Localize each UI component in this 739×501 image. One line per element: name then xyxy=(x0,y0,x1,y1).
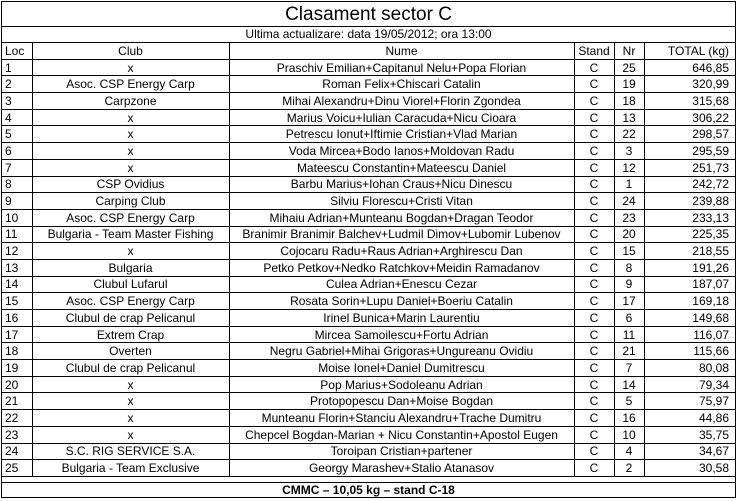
cell-club[interactable]: Clubul Lufarul xyxy=(32,276,229,293)
table-row[interactable] xyxy=(2,243,735,260)
cell-loc[interactable]: 20 xyxy=(2,376,32,393)
cell-total[interactable]: 34,67 xyxy=(644,443,735,460)
cell-nume[interactable]: Petrescu Ionut+Iftimie Cristian+Vlad Marian xyxy=(229,126,574,143)
standings-table xyxy=(2,43,735,477)
table-row[interactable] xyxy=(2,143,735,160)
record-footer: CMMC – 10,05 kg – stand C-18 xyxy=(2,482,735,497)
cell-stand[interactable]: C xyxy=(574,326,614,343)
table-row[interactable] xyxy=(2,176,735,193)
cell-club[interactable]: Asoc. CSP Energy Carp xyxy=(32,76,229,93)
cell-loc[interactable]: 19 xyxy=(2,360,32,377)
cell-loc[interactable]: 2 xyxy=(2,76,32,93)
cell-nr[interactable]: 2 xyxy=(614,460,644,477)
cell-total[interactable]: 225,35 xyxy=(644,226,735,243)
standings-sheet xyxy=(1,1,736,498)
col-header-nume[interactable]: Nume xyxy=(229,43,574,59)
cell-total[interactable]: 75,97 xyxy=(644,393,735,410)
cell-total[interactable]: 116,07 xyxy=(644,326,735,343)
cell-club[interactable]: Clubul de crap Pelicanul xyxy=(32,310,229,327)
cell-total[interactable]: 295,59 xyxy=(644,143,735,160)
cell-club[interactable]: S.C. RIG SERVICE S.A. xyxy=(32,443,229,460)
cell-nume[interactable]: Munteanu Florin+Stanciu Alexandru+Trache Dumitru xyxy=(229,410,574,427)
cell-nume[interactable]: Rosata Sorin+Lupu Daniel+Boeriu Catalin xyxy=(229,293,574,310)
cell-loc[interactable]: 5 xyxy=(2,126,32,143)
cell-nr[interactable]: 23 xyxy=(614,209,644,226)
col-header-total[interactable]: TOTAL (kg) xyxy=(644,43,735,59)
cell-club[interactable]: x xyxy=(32,410,229,427)
cell-stand[interactable]: C xyxy=(574,343,614,360)
table-row[interactable] xyxy=(2,410,735,427)
cell-total[interactable]: 233,13 xyxy=(644,209,735,226)
cell-loc[interactable]: 7 xyxy=(2,159,32,176)
cell-loc[interactable]: 18 xyxy=(2,343,32,360)
table-row[interactable] xyxy=(2,93,735,110)
cell-total[interactable]: 298,57 xyxy=(644,126,735,143)
cell-loc[interactable]: 1 xyxy=(2,59,32,76)
cell-nume[interactable]: Silviu Florescu+Cristi Vitan xyxy=(229,193,574,210)
table-row[interactable] xyxy=(2,59,735,76)
cell-nr[interactable]: 13 xyxy=(614,109,644,126)
table-row[interactable] xyxy=(2,109,735,126)
cell-club[interactable]: Overten xyxy=(32,343,229,360)
cell-nume[interactable]: Cojocaru Radu+Raus Adrian+Arghirescu Dan xyxy=(229,243,574,260)
cell-total[interactable]: 169,18 xyxy=(644,293,735,310)
cell-club[interactable]: x xyxy=(32,426,229,443)
cell-nume[interactable]: Pop Marius+Sodoleanu Adrian xyxy=(229,376,574,393)
cell-nr[interactable]: 15 xyxy=(614,243,644,260)
cell-loc[interactable]: 13 xyxy=(2,259,32,276)
table-row[interactable] xyxy=(2,343,735,360)
cell-stand[interactable]: C xyxy=(574,243,614,260)
cell-loc[interactable]: 12 xyxy=(2,243,32,260)
table-row[interactable] xyxy=(2,426,735,443)
cell-stand[interactable]: C xyxy=(574,76,614,93)
cell-nume[interactable]: Toroipan Cristian+partener xyxy=(229,443,574,460)
cell-total[interactable]: 30,58 xyxy=(644,460,735,477)
table-row[interactable] xyxy=(2,326,735,343)
cell-nume[interactable]: Chepcel Bogdan-Marian + Nicu Constantin+Apostol Eugen xyxy=(229,426,574,443)
cell-nr[interactable]: 12 xyxy=(614,159,644,176)
cell-club[interactable]: Bulgaria xyxy=(32,259,229,276)
cell-loc[interactable]: 14 xyxy=(2,276,32,293)
cell-loc[interactable]: 8 xyxy=(2,176,32,193)
table-row[interactable] xyxy=(2,443,735,460)
cell-nume[interactable]: Roman Felix+Chiscari Catalin xyxy=(229,76,574,93)
cell-nr[interactable]: 9 xyxy=(614,276,644,293)
table-row[interactable] xyxy=(2,193,735,210)
cell-nume[interactable]: Irinel Bunica+Marin Laurentiu xyxy=(229,310,574,327)
cell-nume[interactable]: Mateescu Constantin+Mateescu Daniel xyxy=(229,159,574,176)
cell-total[interactable]: 646,85 xyxy=(644,59,735,76)
cell-loc[interactable]: 21 xyxy=(2,393,32,410)
cell-nr[interactable]: 11 xyxy=(614,326,644,343)
table-header-row xyxy=(2,43,735,59)
cell-stand[interactable]: C xyxy=(574,209,614,226)
cell-stand[interactable]: C xyxy=(574,109,614,126)
cell-club[interactable]: x xyxy=(32,393,229,410)
cell-loc[interactable]: 11 xyxy=(2,226,32,243)
cell-club[interactable]: x xyxy=(32,109,229,126)
cell-club[interactable]: x xyxy=(32,143,229,160)
col-header-loc[interactable]: Loc xyxy=(2,43,32,59)
cell-club[interactable]: Carpzone xyxy=(32,93,229,110)
cell-total[interactable]: 320,99 xyxy=(644,76,735,93)
cell-nume[interactable]: Branimir Branimir Balchev+Ludmil Dimov+Lubomir Lubenov xyxy=(229,226,574,243)
table-row[interactable] xyxy=(2,393,735,410)
cell-total[interactable]: 187,07 xyxy=(644,276,735,293)
cell-nume[interactable]: Georgy Marashev+Stalio Atanasov xyxy=(229,460,574,477)
cell-nume[interactable]: Barbu Marius+Iohan Craus+Nicu Dinescu xyxy=(229,176,574,193)
cell-stand[interactable]: C xyxy=(574,276,614,293)
cell-nr[interactable]: 20 xyxy=(614,226,644,243)
table-row[interactable] xyxy=(2,276,735,293)
table-row[interactable] xyxy=(2,310,735,327)
cell-stand[interactable]: C xyxy=(574,360,614,377)
cell-nr[interactable]: 19 xyxy=(614,76,644,93)
table-row[interactable] xyxy=(2,360,735,377)
cell-nume[interactable]: Petko Petkov+Nedko Ratchkov+Meidin Ramadanov xyxy=(229,259,574,276)
cell-nume[interactable]: Marius Voicu+Iulian Caracuda+Nicu Cioara xyxy=(229,109,574,126)
table-row[interactable] xyxy=(2,226,735,243)
cell-stand[interactable]: C xyxy=(574,410,614,427)
cell-club[interactable]: x xyxy=(32,59,229,76)
table-row[interactable] xyxy=(2,159,735,176)
table-row[interactable] xyxy=(2,259,735,276)
table-row[interactable] xyxy=(2,209,735,226)
cell-stand[interactable]: C xyxy=(574,176,614,193)
cell-loc[interactable]: 22 xyxy=(2,410,32,427)
cell-stand[interactable]: C xyxy=(574,310,614,327)
cell-nume[interactable]: Culea Adrian+Enescu Cezar xyxy=(229,276,574,293)
cell-nr[interactable]: 21 xyxy=(614,343,644,360)
cell-nume[interactable]: Negru Gabriel+Mihai Grigoras+Ungureanu Ovidiu xyxy=(229,343,574,360)
table-row[interactable] xyxy=(2,126,735,143)
cell-stand[interactable]: C xyxy=(574,143,614,160)
cell-loc[interactable]: 25 xyxy=(2,460,32,477)
cell-loc[interactable]: 10 xyxy=(2,209,32,226)
cell-total[interactable]: 35,75 xyxy=(644,426,735,443)
cell-stand[interactable]: C xyxy=(574,159,614,176)
cell-nume[interactable]: Voda Mircea+Bodo Ianos+Moldovan Radu xyxy=(229,143,574,160)
cell-stand[interactable]: C xyxy=(574,293,614,310)
cell-stand[interactable]: C xyxy=(574,259,614,276)
cell-stand[interactable]: C xyxy=(574,93,614,110)
cell-loc[interactable]: 24 xyxy=(2,443,32,460)
cell-nume[interactable]: Mircea Samoilescu+Fortu Adrian xyxy=(229,326,574,343)
cell-stand[interactable]: C xyxy=(574,126,614,143)
cell-total[interactable]: 79,34 xyxy=(644,376,735,393)
cell-nr[interactable]: 7 xyxy=(614,360,644,377)
cell-total[interactable]: 191,26 xyxy=(644,259,735,276)
cell-club[interactable]: x xyxy=(32,243,229,260)
cell-nr[interactable]: 4 xyxy=(614,443,644,460)
cell-total[interactable]: 218,55 xyxy=(644,243,735,260)
cell-nr[interactable]: 8 xyxy=(614,259,644,276)
cell-loc[interactable]: 6 xyxy=(2,143,32,160)
col-header-nr[interactable]: Nr xyxy=(614,43,644,59)
cell-loc[interactable]: 17 xyxy=(2,326,32,343)
table-row[interactable] xyxy=(2,76,735,93)
cell-total[interactable]: 115,66 xyxy=(644,343,735,360)
cell-stand[interactable]: C xyxy=(574,426,614,443)
cell-total[interactable]: 242,72 xyxy=(644,176,735,193)
cell-club[interactable]: x xyxy=(32,126,229,143)
cell-loc[interactable]: 9 xyxy=(2,193,32,210)
cell-nr[interactable]: 24 xyxy=(614,193,644,210)
cell-nume[interactable]: Moise Ionel+Daniel Dumitrescu xyxy=(229,360,574,377)
cell-total[interactable]: 251,73 xyxy=(644,159,735,176)
cell-nume[interactable]: Mihai Alexandru+Dinu Viorel+Florin Zgondea xyxy=(229,93,574,110)
cell-nr[interactable]: 16 xyxy=(614,410,644,427)
cell-loc[interactable]: 23 xyxy=(2,426,32,443)
cell-club[interactable]: Carping Club xyxy=(32,193,229,210)
cell-loc[interactable]: 3 xyxy=(2,93,32,110)
last-update-text: Ultima actualizare: data 19/05/2012; ora 13:00 xyxy=(2,27,735,43)
cell-nr[interactable]: 5 xyxy=(614,393,644,410)
page-title: Clasament sector C xyxy=(2,2,735,27)
cell-loc[interactable]: 4 xyxy=(2,109,32,126)
cell-total[interactable]: 44,86 xyxy=(644,410,735,427)
cell-loc[interactable]: 16 xyxy=(2,310,32,327)
cell-stand[interactable]: C xyxy=(574,376,614,393)
cell-stand[interactable]: C xyxy=(574,59,614,76)
col-header-stand[interactable]: Stand xyxy=(574,43,614,59)
cell-stand[interactable]: C xyxy=(574,460,614,477)
cell-club[interactable]: CSP Ovidius xyxy=(32,176,229,193)
cell-club[interactable]: Extrem Crap xyxy=(32,326,229,343)
cell-nr[interactable]: 18 xyxy=(614,93,644,110)
cell-nr[interactable]: 6 xyxy=(614,310,644,327)
cell-nr[interactable]: 3 xyxy=(614,143,644,160)
col-header-club[interactable]: Club xyxy=(32,43,229,59)
cell-nr[interactable]: 22 xyxy=(614,126,644,143)
cell-club[interactable]: x xyxy=(32,376,229,393)
cell-club[interactable]: Asoc. CSP Energy Carp xyxy=(32,209,229,226)
cell-total[interactable]: 80,08 xyxy=(644,360,735,377)
cell-club[interactable]: Bulgaria - Team Exclusive xyxy=(32,460,229,477)
cell-club[interactable]: x xyxy=(32,159,229,176)
cell-total[interactable]: 239,88 xyxy=(644,193,735,210)
cell-club[interactable]: Clubul de crap Pelicanul xyxy=(32,360,229,377)
cell-nr[interactable]: 17 xyxy=(614,293,644,310)
cell-nr[interactable]: 25 xyxy=(614,59,644,76)
cell-loc[interactable]: 15 xyxy=(2,293,32,310)
cell-nr[interactable]: 10 xyxy=(614,426,644,443)
cell-nr[interactable]: 1 xyxy=(614,176,644,193)
cell-nume[interactable]: Praschiv Emilian+Capitanul Nelu+Popa Florian xyxy=(229,59,574,76)
cell-total[interactable]: 149,68 xyxy=(644,310,735,327)
cell-stand[interactable]: C xyxy=(574,193,614,210)
cell-nr[interactable]: 14 xyxy=(614,376,644,393)
cell-total[interactable]: 315,68 xyxy=(644,93,735,110)
cell-stand[interactable]: C xyxy=(574,393,614,410)
table-row[interactable] xyxy=(2,293,735,310)
table-row[interactable] xyxy=(2,460,735,477)
cell-club[interactable]: Asoc. CSP Energy Carp xyxy=(32,293,229,310)
cell-nume[interactable]: Mihaiu Adrian+Munteanu Bogdan+Dragan Teodor xyxy=(229,209,574,226)
table-row[interactable] xyxy=(2,376,735,393)
cell-total[interactable]: 306,22 xyxy=(644,109,735,126)
cell-club[interactable]: Bulgaria - Team Master Fishing xyxy=(32,226,229,243)
cell-stand[interactable]: C xyxy=(574,443,614,460)
cell-nume[interactable]: Protopopescu Dan+Moise Bogdan xyxy=(229,393,574,410)
cell-stand[interactable]: C xyxy=(574,226,614,243)
